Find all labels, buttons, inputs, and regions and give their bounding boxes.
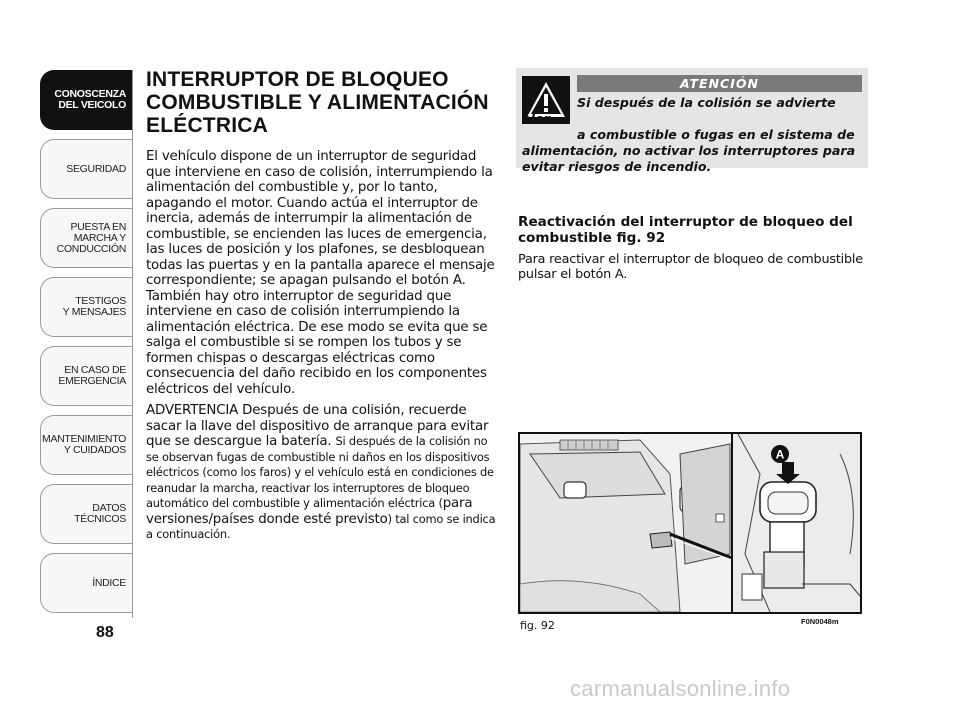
tab-datos-tecnicos[interactable]: DATOS TÉCNICOS [40, 484, 132, 544]
tab-conoscenza[interactable]: CONOSCENZA DEL VEICOLO [40, 70, 132, 130]
tab-mantenimiento[interactable]: MANTENIMIENTO Y CUIDADOS [40, 415, 132, 475]
warning-heading: ATENCIÓN [577, 75, 862, 92]
page-number: 88 [96, 624, 114, 641]
tab-testigos[interactable]: TESTIGOS Y MENSAJES [40, 277, 132, 337]
warning-rest: alimentación, no activar los interruptores para evitar riesgos de incendio. [522, 143, 856, 174]
advertencia-versions: para versiones/países donde esté previsto [146, 496, 473, 527]
chapter-tabs [40, 70, 132, 622]
watermark: carmanualsonline.info [570, 676, 791, 701]
advertencia-lead: ADVERTENCIA Después de una colisión, recuerde sacar la llave del dispositivo de arranque para evitar que se descargue la batería. [146, 403, 489, 449]
reactivation-title: Reactivación del interruptor de bloqueo del combustible fig. 92 [518, 214, 853, 246]
intro-paragraph: El vehículo dispone de un interruptor de seguridad que interviene en caso de colisión, interrumpiendo la alimentación del combustible y, por lo tanto, apagando el motor. Cuando actúa el interruptor de inercia, además de interrumpir la alimentación de combustible, se encienden las luces de emergencia, las luces de posición y los plafones, se desbloquean todas las puertas y en la pantalla aparece el mensaje correspondiente; se apagan pulsando el botón A. También hay otro interruptor de seguridad que interviene en caso de colisión interrumpiendo la alimentación eléctrica. De ese modo se evita que se salga el combustible si se rompen los tubos y se formen chispas o descargas eléctricas como consecuencia del daño recibido en los componentes eléctricos del vehículo. [146, 149, 495, 397]
tab-seguridad[interactable]: SEGURIDAD [40, 139, 132, 199]
reactivation-text: Para reactivar el interruptor de bloqueo de combustible pulsar el botón A. [518, 252, 863, 282]
page-title: INTERRUPTOR DE BLOQUEO COMBUSTIBLE Y ALIMENTACIÓN ELÉCTRICA [146, 68, 489, 137]
warning-line-1: Si después de la colisión se advierte olor [522, 95, 836, 126]
tab-puesta-en-marcha[interactable]: PUESTA EN MARCHA Y CONDUCCIÓN [40, 208, 132, 268]
warning-line-2: a combustible o fugas en el sistema de [577, 127, 855, 142]
figure-92 [518, 432, 862, 614]
figure-code: F0N0048m [801, 617, 839, 626]
left-column [146, 68, 496, 549]
figure-illustration [520, 434, 860, 612]
advertencia-paragraph [146, 403, 496, 543]
advertencia-detail: Si después de la colisión no se observan fugas de combustible ni daños en los dispositivos eléctricos (como los faros) y el vehículo está en condiciones de reanudar la marcha, reactivar los interruptores de bloqueo automático del combustible y alimentación eléctrica ( [146, 434, 494, 510]
figure-callout-a: A [775, 447, 785, 462]
warning-box [516, 68, 868, 174]
advertencia-end: ) tal como se indica a continuación. [146, 511, 496, 541]
right-column [518, 214, 868, 288]
tab-emergencia[interactable]: EN CASO DE EMERGENCIA [40, 346, 132, 406]
tab-divider [132, 70, 133, 618]
figure-caption: fig. 92 [520, 619, 555, 632]
warning-text [522, 95, 862, 175]
tab-indice[interactable]: ÍNDICE [40, 553, 132, 613]
